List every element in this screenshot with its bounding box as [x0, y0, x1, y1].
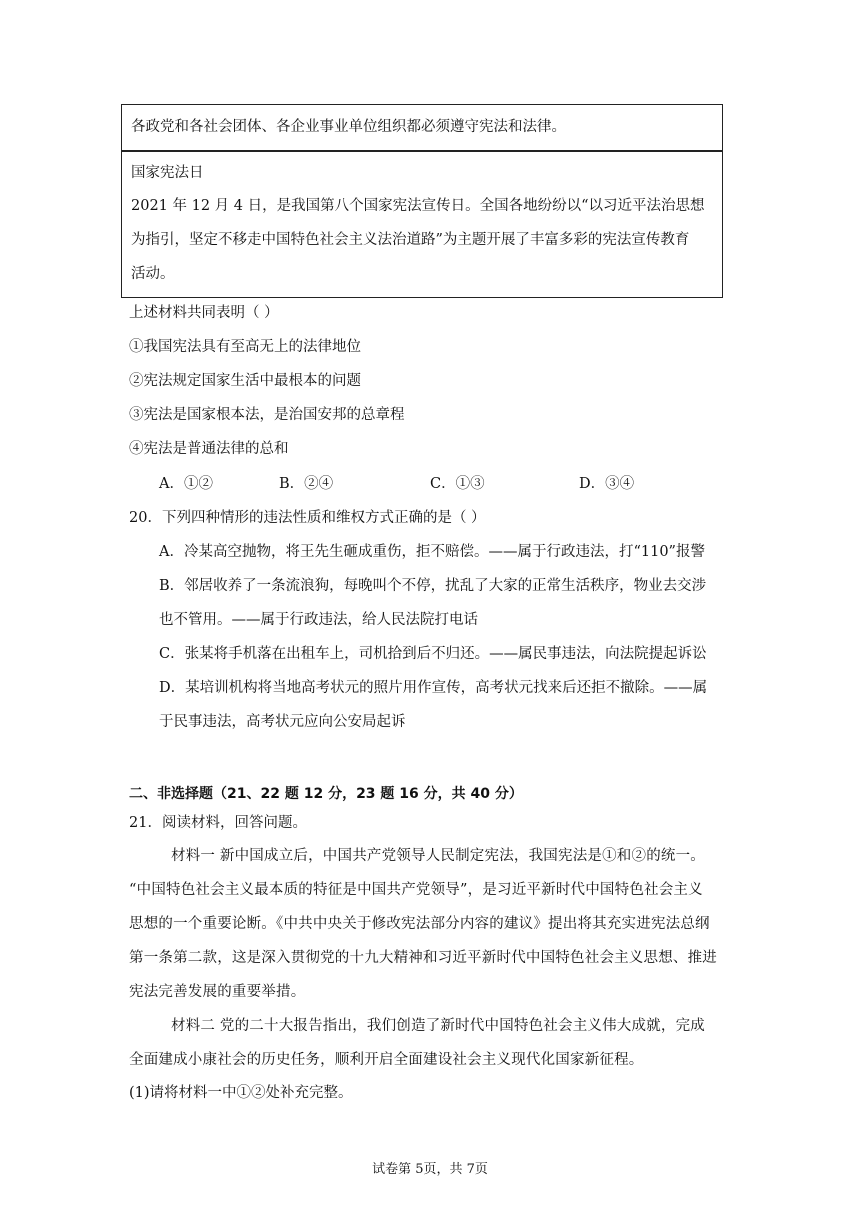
q20-option-b-cont: 也不管用。——属于行政违法，给人民法院打电话: [159, 612, 478, 628]
q21-material1-line: 思想的一个重要论断。《中共中央关于修改宪法部分内容的建议》提出将其充实进宪法总纲: [129, 916, 710, 932]
section2-heading: 二、非选择题（21、22 题 12 分，23 题 16 分，共 40 分）: [129, 786, 523, 802]
q20-option-b[interactable]: B．邻居收养了一条流浪狗，每晚叫个不停，扰乱了大家的正常生活秩序，物业去交涉: [159, 578, 707, 594]
q19-option-c[interactable]: C．①③: [430, 476, 485, 492]
q20-option-c[interactable]: C．张某将手机落在出租车上，司机拾到后不归还。——属民事违法，向法院提起诉讼: [159, 646, 707, 662]
q19-statement: ③宪法是国家根本法，是治国安邦的总章程: [129, 407, 405, 423]
q19-statement: ④宪法是普通法律的总和: [129, 441, 289, 457]
q19-statement: ②宪法规定国家生活中最根本的问题: [129, 373, 361, 389]
q19-option-a[interactable]: A．①②: [159, 476, 213, 492]
q20-option-a[interactable]: A．冷某高空抛物，将王先生砸成重伤，拒不赔偿。——属于行政违法，打“110”报警: [159, 544, 705, 560]
material-row2-line: 为指引，坚定不移走中国特色社会主义法治道路”为主题开展了丰富多彩的宪法宣传教育: [131, 232, 690, 248]
q21-material1-line: “中国特色社会主义最本质的特征是中国共产党领导”，是习近平新时代中国特色社会主义: [129, 882, 703, 898]
material-row2-title: 国家宪法日: [131, 165, 204, 181]
material-row2-line: 2021 年 12 月 4 日，是我国第八个国家宪法宣传日。全国各地纷纷以“以习近平法治思想: [131, 198, 705, 214]
material-row2-line: 活动。: [131, 266, 175, 282]
q19-option-d[interactable]: D．③④: [579, 476, 635, 492]
page-footer: 试卷第 5页，共 7页: [372, 1162, 488, 1177]
q20-stem: 20．下列四种情形的违法性质和维权方式正确的是（ ）: [129, 510, 486, 526]
q21-material2-line: 全面建成小康社会的历史任务，顺利开启全面建设社会主义现代化国家新征程。: [129, 1052, 644, 1068]
material-box-row2: [121, 150, 723, 298]
q21-material1-line: 宪法完善发展的重要举措。: [129, 984, 306, 1000]
material-row1-text: 各政党和各社会团体、各企业事业单位组织都必须遵守宪法和法律。: [131, 119, 566, 135]
q21-stem: 21．阅读材料，回答问题。: [129, 815, 307, 831]
q21-material1-line: 第一条第二款，这是深入贯彻党的十九大精神和习近平新时代中国特色社会主义思想、推进: [129, 950, 717, 966]
q20-option-d[interactable]: D．某培训机构将当地高考状元的照片用作宣传，高考状元找来后还拒不撤除。——属: [159, 680, 708, 696]
q21-material2-line: 材料二 党的二十大报告指出，我们创造了新时代中国特色社会主义伟大成就，完成: [171, 1018, 706, 1034]
q19-option-b[interactable]: B．②④: [279, 476, 334, 492]
q21-sub1: (1)请将材料一中①②处补充完整。: [129, 1085, 353, 1101]
q19-stem: 上述材料共同表明（ ）: [129, 305, 279, 321]
q19-statement: ①我国宪法具有至高无上的法律地位: [129, 339, 361, 355]
q20-option-d-cont: 于民事违法，高考状元应向公安局起诉: [159, 714, 406, 730]
q21-material1-line: 材料一 新中国成立后，中国共产党领导人民制定宪法，我国宪法是①和②的统一。: [171, 848, 706, 864]
